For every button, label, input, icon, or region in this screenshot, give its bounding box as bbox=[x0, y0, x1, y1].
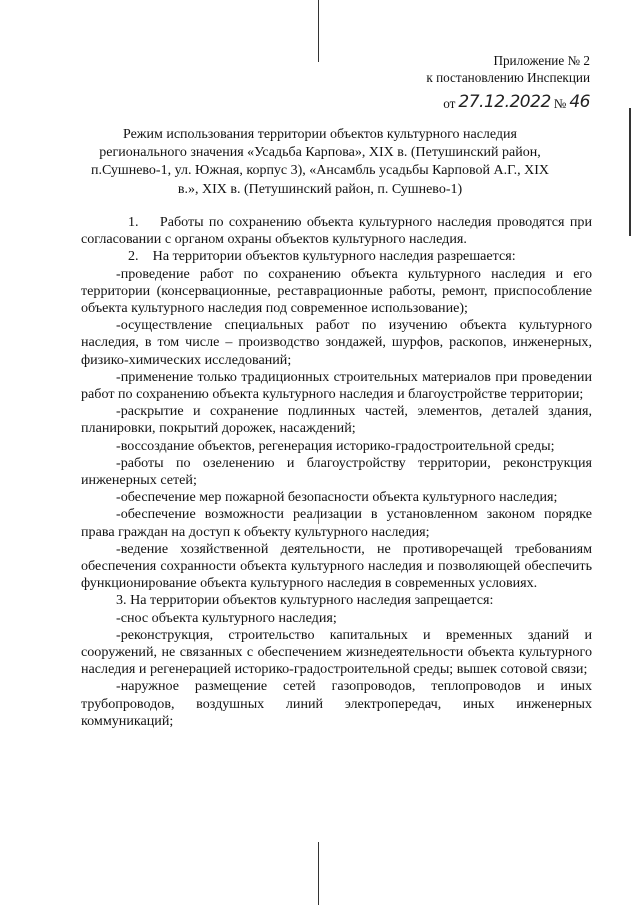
document-body bbox=[81, 214, 592, 730]
scan-line-bottom bbox=[318, 842, 319, 905]
paragraph: -обеспечение мер пожарной безопасности объекта культурного наследия; bbox=[116, 489, 558, 506]
paragraph: -работы по озеленению и благоустройству территории, реконструкция инженерных сетей; bbox=[81, 454, 592, 489]
paragraph: -воссоздание объектов, регенерация историко-градостроительной среды; bbox=[116, 437, 555, 454]
paragraph: -наружное размещение сетей газопроводов, теплопроводов и иных трубопроводов, воздушных линий электропередач, иных инженерных коммуникаций; bbox=[81, 678, 592, 729]
paragraph: -проведение работ по сохранению объекта культурного наследия и его территории (консервационные, реставрационные работы, ремонт, приспособление объекта культурного наследия под современное использование); bbox=[81, 265, 592, 317]
scan-line-top bbox=[318, 0, 319, 62]
paragraph: 2. На территории объектов культурного наследия разрешается: bbox=[128, 248, 516, 265]
document-title: Режим использования территории объектов культурного наследия регионального значения «Усадьба Карпова», XIX в. (Петушинский район, п.Сушнево-1, ул. Южная, корпус 3), «Ансамбль усадьбы Карповой А.Г., XIX в.», XIX в. (Петушинский район, п. Сушнево-1) bbox=[90, 127, 550, 197]
paragraph: -осуществление специальных работ по изучению объекта культурного наследия, в том числе – производство зондажей, шурфов, раскопов, инженерных, физико-химических исследований; bbox=[81, 317, 592, 368]
paragraph: 1. Работы по сохранению объекта культурного наследия проводятся при согласовании с органом охраны объектов культурного наследия. bbox=[81, 214, 592, 248]
date-line bbox=[443, 92, 590, 112]
number-sign: № bbox=[553, 96, 567, 111]
paragraph: -применение только традиционных строительных материалов при проведении работ по сохранению объекта культурного наследия и благоустройстве территории; bbox=[81, 368, 592, 403]
paragraph: -ведение хозяйственной деятельности, не противоречащей требованиям обеспечения сохранности объекта культурного наследия и позволяющей обеспечить функционирование объекта культурного наследия в современных условиях. bbox=[81, 540, 592, 592]
paragraph: -раскрытие и сохранение подлинных частей, элементов, деталей здания, планировки, покрытий дорожек, насаждений; bbox=[81, 403, 592, 437]
scan-line-right bbox=[629, 108, 631, 236]
paragraph: 3. На территории объектов культурного наследия запрещается: bbox=[116, 592, 494, 609]
paragraph: -реконструкция, строительство капитальных и временных зданий и сооружений, не связанных с обеспечением жизнедеятельности объекта культурного наследия и регенерацией историко-градостроительной среды; вышек сотовой связи; bbox=[81, 626, 592, 678]
appendix-label: Приложение № 2 bbox=[493, 53, 590, 68]
date-prefix: от bbox=[443, 96, 456, 111]
handwritten-number: 46 bbox=[569, 92, 590, 112]
paragraph: -обеспечение возможности реализации в установленном законом порядке права граждан на доступ к объекту культурного наследия; bbox=[81, 506, 592, 540]
handwritten-date: 27.12.2022 bbox=[458, 92, 551, 112]
resolution-ref: к постановлению Инспекции bbox=[426, 70, 590, 85]
paragraph: -снос объекта культурного наследия; bbox=[116, 609, 337, 626]
